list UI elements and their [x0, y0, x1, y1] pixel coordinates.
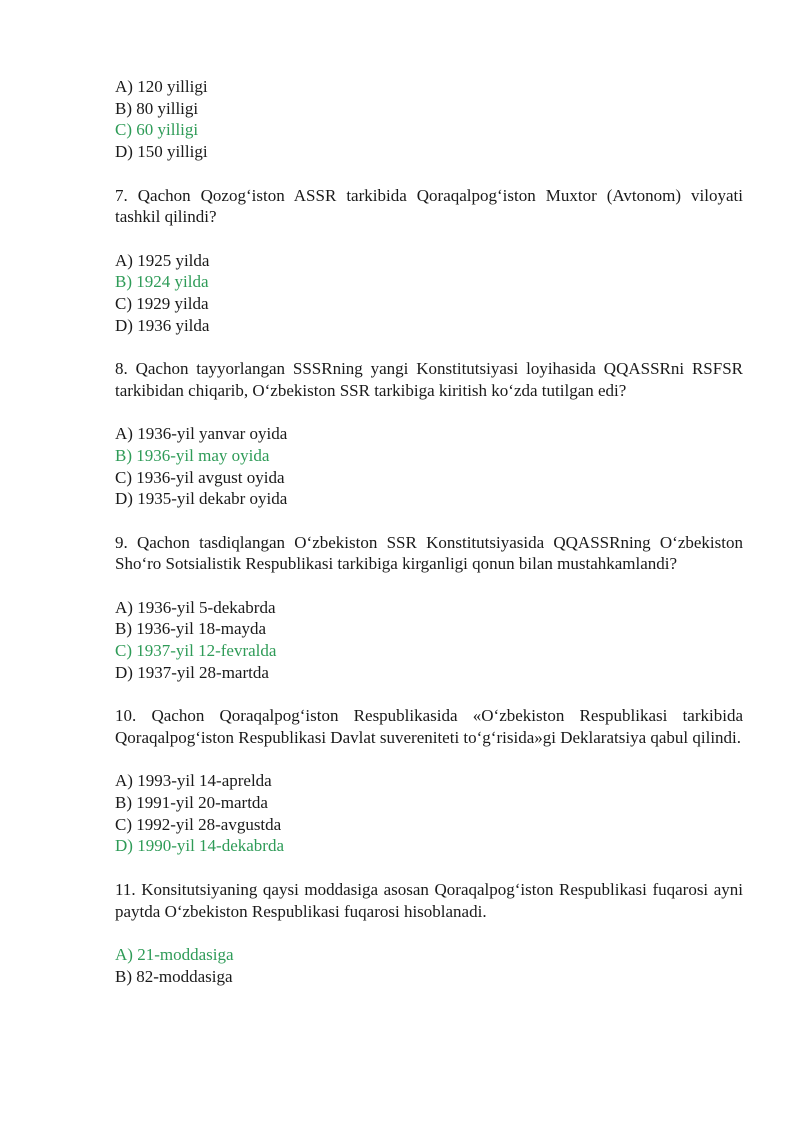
question-block-10 [115, 705, 743, 857]
question-block-8 [115, 358, 743, 510]
question-block-7 [115, 185, 743, 337]
option-b: B) 1991-yil 20-martda [115, 793, 268, 813]
option-a: A) 1936-yil 5-dekabrda [115, 597, 276, 617]
spacer [115, 336, 743, 358]
question-block-6 [115, 76, 743, 163]
spacer [115, 922, 743, 944]
option-a: A) 1936-yil yanvar oyida [115, 424, 288, 444]
spacer [115, 575, 743, 597]
spacer [115, 510, 743, 532]
spacer [115, 402, 743, 424]
option-a-correct: A) 21-moddasiga [115, 944, 234, 964]
option-a: A) 120 yilligi [115, 77, 208, 96]
spacer [115, 857, 743, 879]
option-d: D) 1937-yil 28-martda [115, 662, 269, 682]
option-d-correct: D) 1990-yil 14-dekabrda [115, 836, 285, 856]
question-text-7: 7. Qachon Qozog‘iston ASSR tarkibida Qoraqalpog‘iston Muxtor (Avtonom) viloyati tashkil qilindi? [115, 185, 743, 227]
option-b-correct: B) 1936-yil may oyida [115, 445, 270, 465]
option-a: A) 1993-yil 14-aprelda [115, 771, 272, 791]
option-c: C) 1929 yilda [115, 294, 209, 313]
option-d: D) 1935-yil dekabr oyida [115, 489, 288, 509]
question-text-9: 9. Qachon tasdiqlangan O‘zbekiston SSR Konstitutsiyasida QQASSRning O‘zbekiston Sho‘ro Sotsialistik Respublikasi tarkibiga kirganligi qonun bilan mustahkamlandi? [115, 532, 743, 574]
question-block-11 [115, 879, 743, 988]
spacer [115, 684, 743, 706]
option-b: B) 80 yilligi [115, 98, 199, 118]
spacer [115, 749, 743, 771]
option-b: B) 82-moddasiga [115, 966, 233, 986]
option-d: D) 150 yilligi [115, 142, 208, 162]
option-d: D) 1936 yilda [115, 315, 210, 335]
option-b: B) 1936-yil 18-mayda [115, 619, 267, 639]
document-page [115, 76, 743, 987]
option-b-correct: B) 1924 yilda [115, 272, 209, 292]
question-text-11: 11. Konsitutsiyaning qaysi moddasiga asosan Qoraqalpog‘iston Respublikasi fuqarosi ayni paytda O‘zbekiston Respublikasi fuqarosi hisoblanadi. [115, 879, 743, 921]
spacer [115, 163, 743, 185]
option-c: C) 1936-yil avgust oyida [115, 467, 285, 487]
option-c-correct: C) 1937-yil 12-fevralda [115, 641, 277, 661]
option-a: A) 1925 yilda [115, 250, 210, 270]
question-text-10: 10. Qachon Qoraqalpog‘iston Respublikasida «O‘zbekiston Respublikasi tarkibida Qoraqalpog‘iston Respublikasi Davlat suvereniteti to‘g‘risida»gi Deklaratsiya qabul qilindi. [115, 706, 743, 747]
spacer [115, 228, 743, 250]
option-c: C) 1992-yil 28-avgustda [115, 814, 282, 834]
question-text-8: 8. Qachon tayyorlangan SSSRning yangi Konstitutsiyasi loyihasida QQASSRni RSFSR tarkibidan chiqarib, O‘zbekiston SSR tarkibiga kiritish ko‘zda tutilgan edi? [115, 359, 743, 400]
option-c-correct: C) 60 yilligi [115, 120, 199, 140]
question-block-9 [115, 532, 743, 684]
